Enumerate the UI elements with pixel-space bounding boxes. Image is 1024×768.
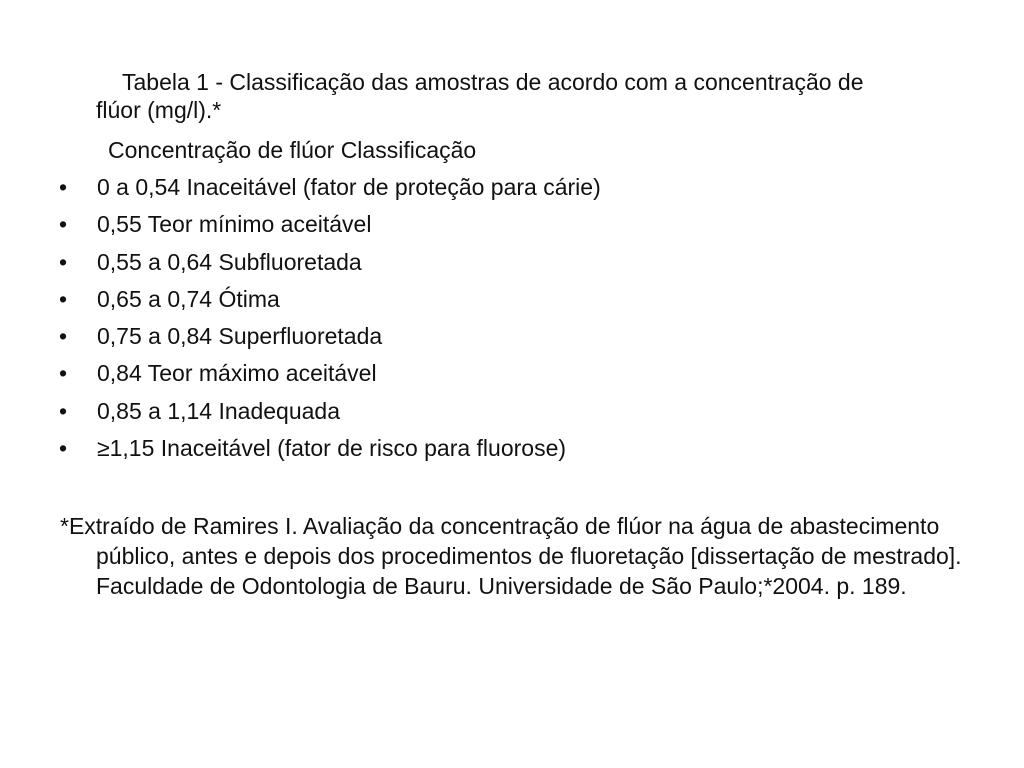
list-item [56, 246, 601, 283]
list-item-text: ≥1,15 Inaceitável (fator de risco para fluorose) [97, 435, 567, 462]
list-item-text: 0 a 0,54 Inaceitável (fator de proteção para cárie) [97, 174, 601, 200]
list-item [56, 395, 601, 432]
bullet-icon: • [58, 211, 68, 238]
list-item-text: 0,85 a 1,14 Inadequada [97, 397, 341, 424]
list-item-text: 0,84 Teor máximo aceitável [97, 360, 377, 387]
bullet-icon: • [58, 397, 68, 424]
list-item-text: 0,65 a 0,74 Ótima [97, 285, 280, 312]
bullet-icon: • [58, 285, 68, 312]
list-item [56, 208, 601, 245]
bullet-icon: • [58, 360, 68, 387]
source-footnote: *Extraído de Ramires I. Avaliação da concentração de flúor na água de abastecimento público, antes e depois dos procedimentos de fluoretação [dissertação de mestrado]. Faculdade de Odontologia de Bauru. Universidade de São Paulo;*2004. p. 189. [60, 513, 962, 599]
list-item [56, 171, 601, 208]
list-item [56, 432, 601, 469]
list-item [56, 320, 601, 357]
classification-list [56, 171, 601, 469]
list-item-text: 0,55 Teor mínimo aceitável [97, 211, 372, 238]
list-item [56, 357, 601, 394]
bullet-icon: • [58, 435, 68, 462]
list-item [56, 283, 601, 320]
bullet-icon: • [58, 248, 68, 275]
bullet-icon: • [58, 323, 68, 350]
list-item-text: 0,75 a 0,84 Superfluoretada [97, 323, 383, 350]
list-item-text: 0,55 a 0,64 Subfluoretada [97, 248, 362, 275]
table-header: Concentração de flúor Classificação [108, 137, 477, 163]
table-caption: Tabela 1 - Classificação das amostras de acordo com a concentração de flúor (mg/l).* [96, 69, 864, 123]
bullet-icon: • [58, 174, 68, 200]
